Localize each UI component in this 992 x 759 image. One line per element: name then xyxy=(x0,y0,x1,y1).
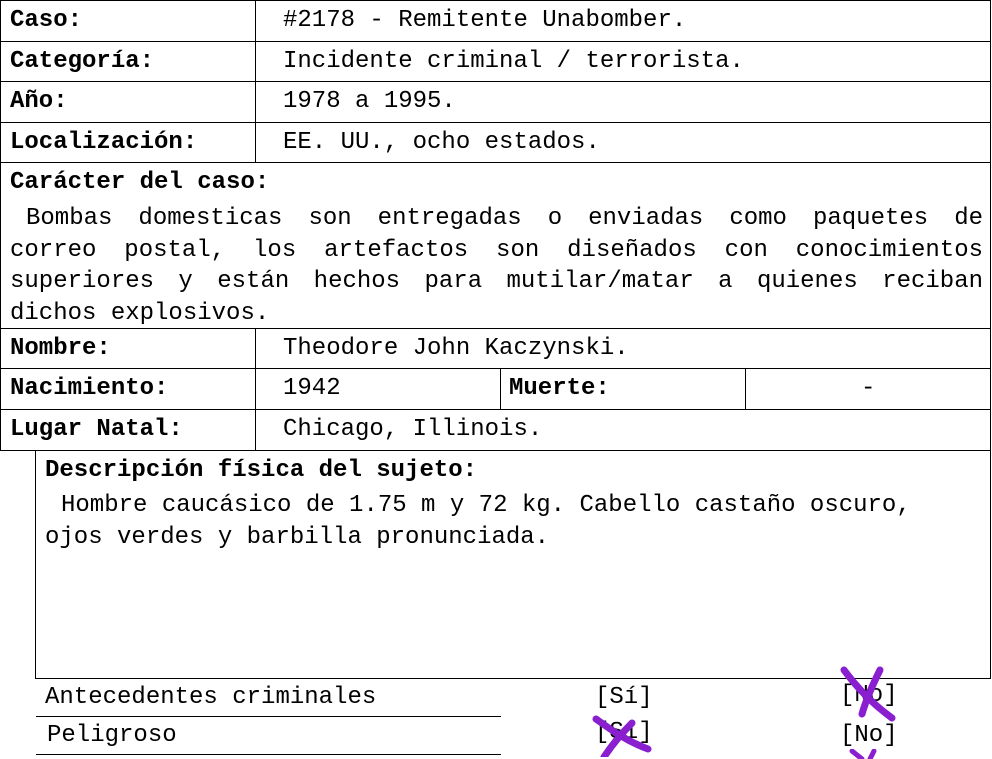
lugar-natal-value: Chicago, Illinois. xyxy=(283,416,543,443)
nacimiento-value: 1942 xyxy=(283,375,341,402)
anio-label: Año: xyxy=(10,88,68,115)
caso-value: #2178 - Remitente Unabomber. xyxy=(283,7,687,34)
peligroso-yes-option[interactable]: [Sí] xyxy=(595,719,653,746)
check-mark-icon xyxy=(838,664,898,724)
nombre-label: Nombre: xyxy=(10,335,111,362)
muerte-value: - xyxy=(861,375,876,402)
descripcion-section xyxy=(35,450,991,679)
localizacion-value: EE. UU., ocho estados. xyxy=(283,129,600,156)
check-mark-icon xyxy=(592,715,652,757)
antecedentes-label: Antecedentes criminales xyxy=(45,684,377,711)
antecedentes-no-option[interactable]: [No] xyxy=(840,682,898,709)
peligroso-no-option[interactable]: [No] xyxy=(840,722,898,749)
caso-label: Caso: xyxy=(10,7,83,34)
descripcion-label: Descripción física del sujeto: xyxy=(45,457,478,484)
check-mark-fragment-icon xyxy=(848,749,878,759)
peligroso-label: Peligroso xyxy=(47,722,177,749)
caracter-label: Carácter del caso: xyxy=(10,169,270,196)
muerte-label: Muerte: xyxy=(509,375,610,402)
antecedentes-underline xyxy=(36,716,501,717)
localizacion-label: Localización: xyxy=(10,129,198,156)
nacimiento-label: Nacimiento: xyxy=(10,375,169,402)
descripcion-text: Hombre caucásico de 1.75 m y 72 kg. Cabello castaño oscuro, ojos verdes y barbilla pronunciada. xyxy=(45,492,911,551)
lugar-natal-label: Lugar Natal: xyxy=(10,416,183,443)
anio-value: 1978 a 1995. xyxy=(283,88,456,115)
peligroso-underline xyxy=(36,754,501,755)
categoria-label: Categoría: xyxy=(10,48,155,75)
antecedentes-yes-option[interactable]: [Sí] xyxy=(595,684,653,711)
categoria-value: Incidente criminal / terrorista. xyxy=(283,48,744,75)
caracter-text: Bombas domesticas son entregadas o enviadas como paquetes de correo postal, los artefactos son diseñados con conocimientos superiores y están hechos para mutilar/matar a quienes reciban dichos explosivos. xyxy=(10,205,983,327)
nombre-value: Theodore John Kaczynski. xyxy=(283,335,629,362)
